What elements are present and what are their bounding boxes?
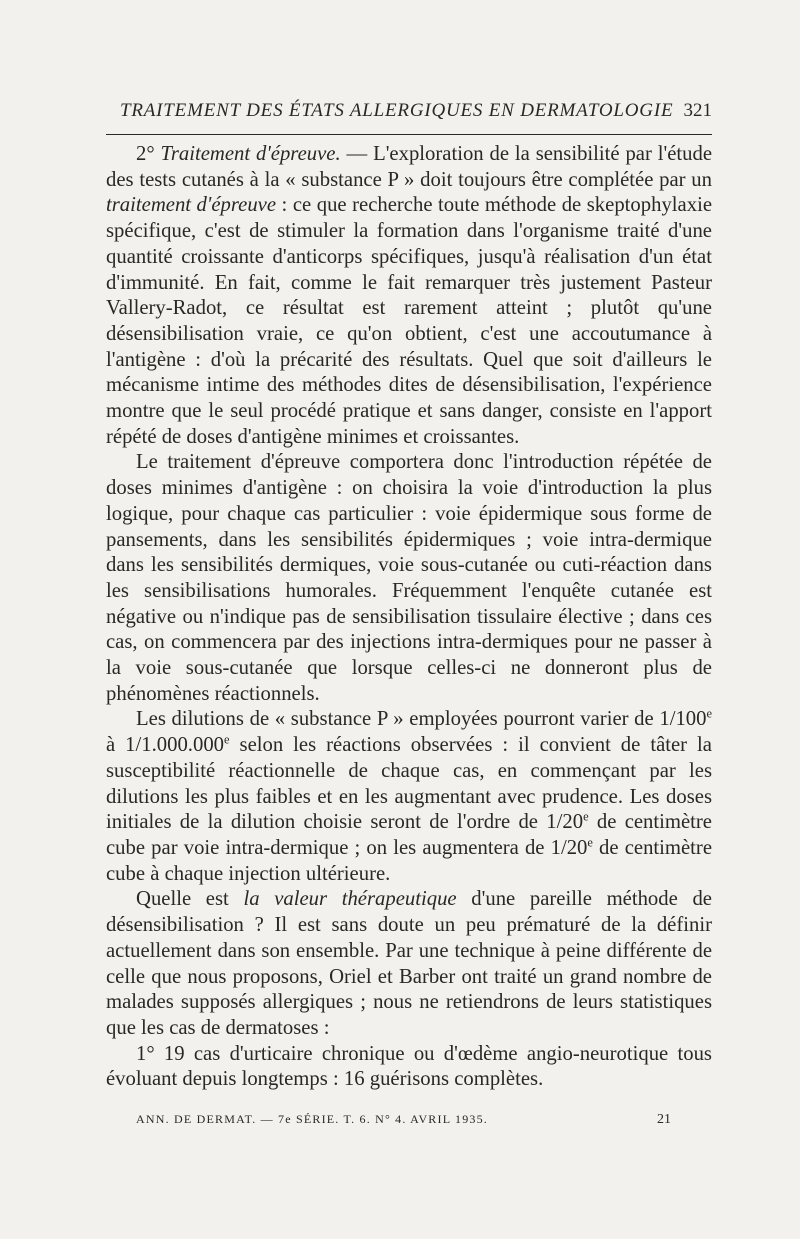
- superscript: e: [224, 732, 230, 747]
- paragraph-urticaire: 1° 19 cas d'urticaire chronique ou d'œdème angio-neurotique tous évoluant depuis longtemps : 16 guérisons complètes.: [106, 1042, 712, 1091]
- paragraph-text: : ce que recherche toute méthode de skeptophylaxie spécifique, c'est de stimuler la formation dans l'organisme traité d'une quantité croissante d'anticorps spécifiques, jusqu'à réalisation d'un état d'immunité. En fait, comme le fait remarquer très justement Pasteur Vallery-Radot, ce résultat est rarement atteint ; plutôt qu'une désensibilisation vraie, ce qu'on obtient, c'est une accoutumance à l'antigène : d'où la précarité des résultats. Quel que soit d'ailleurs le mécanisme intime des méthodes dites de désensibilisation, l'expérience montre que le seul procédé pratique et sans danger, consiste en l'apport répété de doses d'antigène minimes et croissantes.: [106, 194, 712, 448]
- emphasis-text: la valeur thérapeutique: [243, 888, 457, 911]
- emphasis-text: traitement d'épreuve: [106, 194, 277, 217]
- paragraph-text: d'une pareille méthode de désensibilisation ? Il est sans doute un peu prématuré de la définir actuellement dans son ensemble. Par une technique à peine différente de celle que nous proposons, Oriel et Barber ont traité un grand nombre de malades supposés allergiques ; nous ne retiendrons de leurs statistiques que les cas de dermatoses :: [106, 888, 712, 1039]
- running-title: TRAITEMENT DES ÉTATS ALLERGIQUES EN DERMATOLOGIE: [120, 100, 674, 121]
- superscript: e: [583, 809, 589, 824]
- signature-mark: 21: [657, 1112, 671, 1127]
- superscript: e: [587, 835, 593, 850]
- running-header: [106, 100, 712, 130]
- paragraph-text: Les dilutions de « substance P » employées pourront varier de 1/100: [136, 708, 707, 731]
- section-heading: Traitement d'épreuve.: [160, 143, 341, 165]
- paragraph-dilutions: [106, 707, 712, 887]
- section-number: 2°: [136, 143, 155, 165]
- paragraph-text: à 1/1.000.000: [106, 734, 225, 757]
- paragraph-text: de centimètre cube à chaque injection ultérieure.: [106, 836, 713, 885]
- paragraph-voies: Le traitement d'épreuve comportera donc l'introduction répétée de doses minimes d'antigène : on choisira la voie d'introduction la plus logique, pour chaque cas particulier : voie épidermique sous forme de pansements, dans les sensibilités épidermiques ; voie intra-dermique dans les sensibilités dermiques, voie sous-cutanée ou cuti-réaction dans les sensibilisations humorales. Fréquemment l'enquête cutanée est négative ou n'indique pas de sensibilisation tissulaire élective ; dans ces cas, on commencera par des injections intra-dermiques pour ne passer à la voie sous-cutanée que lorsque celles-ci ne donneront plus de phénomènes réactionnels.: [106, 451, 712, 705]
- header-rule: [106, 134, 712, 135]
- paragraph-text: de centimètre cube par voie intra-dermique ; on les augmentera de 1/20: [106, 811, 712, 859]
- journal-reference: ANN. DE DERMAT. — 7e SÉRIE. T. 6. N° 4. AVRIL 1935.: [136, 1112, 488, 1126]
- page-footer: [136, 1112, 671, 1132]
- paragraph-text: selon les réactions observées : il convient de tâter la susceptibilité réactionnelle de chaque cas, en commençant par les dilutions les plus faibles et en les augmentant avec prudence. Les doses initiales de la dilution choisie seront de l'ordre de 1/20: [106, 734, 712, 834]
- page-number: 321: [683, 100, 712, 121]
- superscript: e: [706, 707, 712, 722]
- paragraph-text: Quelle est: [136, 888, 244, 911]
- body-text: [106, 142, 712, 1093]
- paragraph-text: — L'exploration de la sensibilité par l'étude des tests cutanés à la « substance P » doit toujours être complétée par un: [106, 143, 712, 191]
- paragraph-epreuve: [106, 142, 712, 450]
- paragraph-valeur: [106, 887, 712, 1041]
